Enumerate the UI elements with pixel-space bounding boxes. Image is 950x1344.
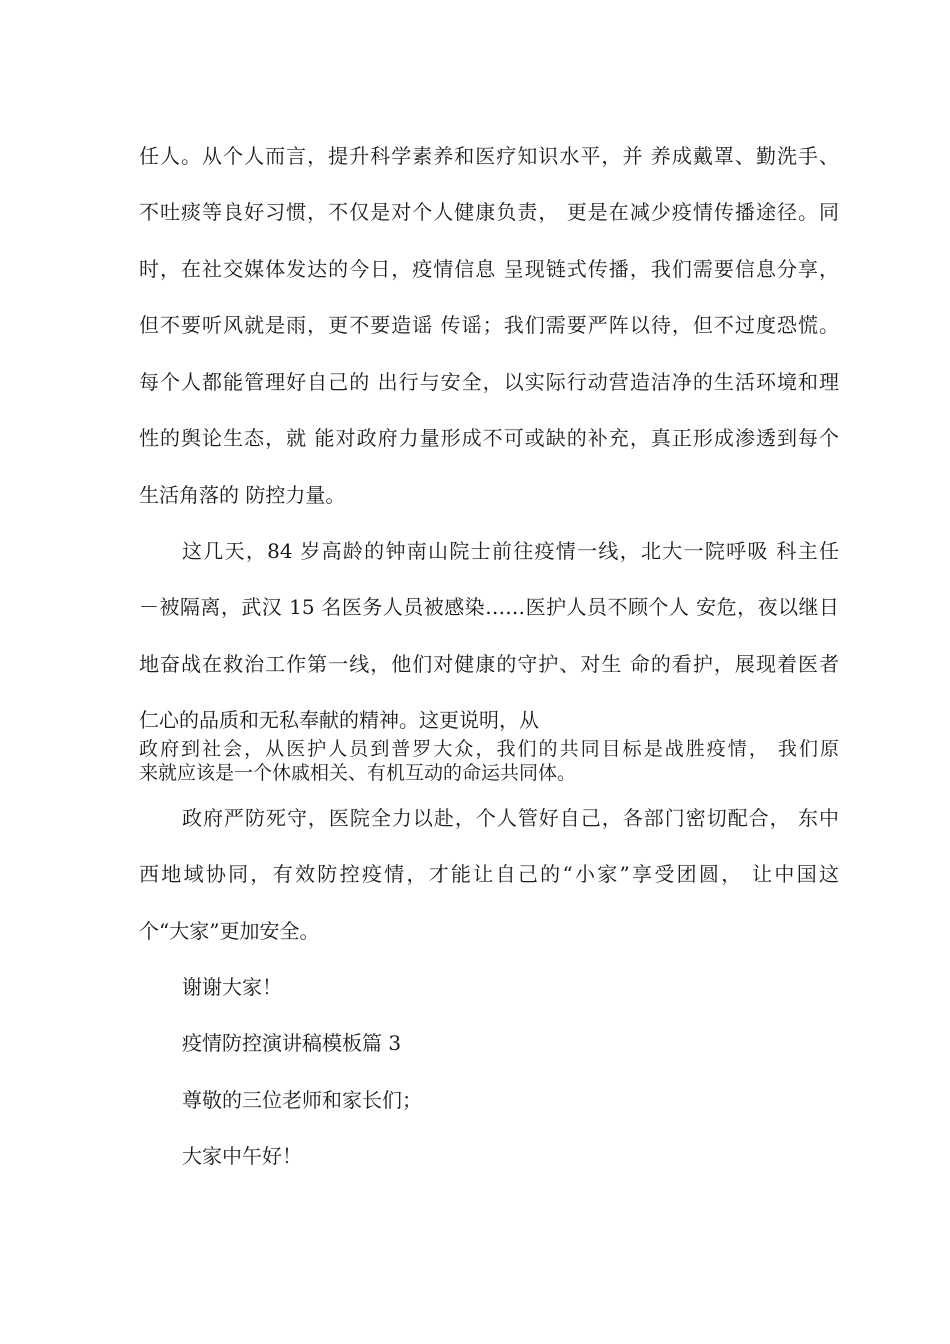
paragraph-line: 这几天，84 岁高龄的钟南山院士前往疫情一线，北大一院呼吸 科主任: [182, 539, 839, 563]
paragraph-line: 性的舆论生态，就 能对政府力量形成不可或缺的补充，真正形成渗透到每个: [139, 426, 839, 450]
thanks-line: 谢谢大家！: [182, 975, 282, 999]
greeting-line: 大家中午好！: [182, 1144, 302, 1168]
paragraph-line: 个“大家”更加安全。: [139, 919, 320, 943]
paragraph-line: 仁心的品质和无私奉献的精神。这更说明，从: [139, 708, 539, 732]
paragraph-line: －被隔离，武汉 15 名医务人员被感染……医护人员不顾个人 安危，夜以继日: [139, 595, 839, 619]
paragraph-line: 生活角落的 防控力量。: [139, 483, 346, 507]
paragraph-line: 政府到社会，从医护人员到普罗大众，我们的共同目标是战胜疫情， 我们原: [139, 738, 839, 760]
paragraph-line: 每个人都能管理好自己的 出行与安全，以实际行动营造洁净的生活环境和理: [139, 370, 839, 394]
salutation-line: 尊敬的三位老师和家长们；: [182, 1088, 422, 1112]
section-title: 疫情防控演讲稿模板篇 3: [182, 1031, 402, 1055]
paragraph-line: 但不要听风就是雨，更不要造谣 传谣；我们需要严阵以待，但不过度恐慌。: [139, 313, 839, 337]
paragraph-line: 来就应该是一个休戚相关、有机互动的命运共同体。: [139, 762, 577, 784]
paragraph-line: 不吐痰等良好习惯，不仅是对个人健康负责， 更是在减少疫情传播途径。同: [139, 200, 839, 224]
paragraph-line: 政府严防死守，医院全力以赴，个人管好自己，各部门密切配合， 东中: [182, 806, 839, 830]
paragraph-line: 时，在社交媒体发达的今日，疫情信息 呈现链式传播，我们需要信息分享，: [139, 257, 839, 281]
paragraph-line: 西地域协同，有效防控疫情，才能让自己的“小家”享受团圆， 让中国这: [139, 862, 839, 886]
paragraph-line: 地奋战在救治工作第一线，他们对健康的守护、对生 命的看护，展现着医者: [139, 652, 839, 676]
paragraph-line: 任人。从个人而言，提升科学素养和医疗知识水平，并 养成戴罩、勤洗手、: [139, 144, 839, 168]
